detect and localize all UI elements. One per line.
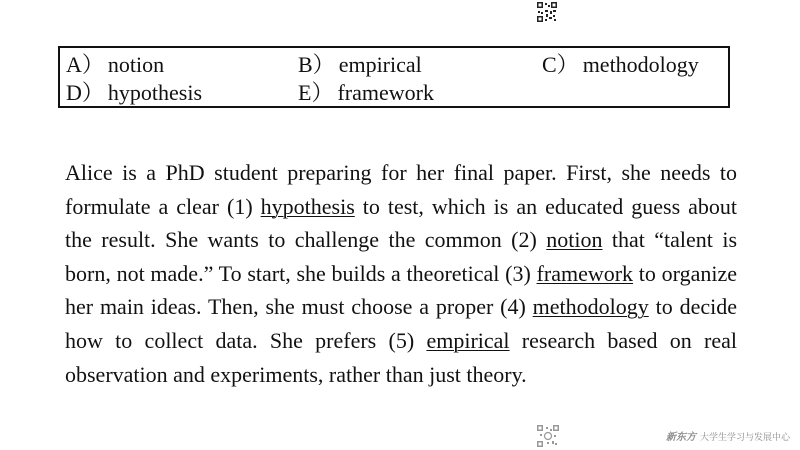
- option-letter: B）: [298, 52, 335, 77]
- passage-text: [65, 156, 737, 391]
- passage-segment: Alice is a PhD student preparing for her final paper. First, she needs to formulate a clear (1): [65, 160, 737, 219]
- blank-answer-5: empirical: [426, 327, 510, 353]
- center-name: 大学生学习与发展中心: [700, 433, 791, 443]
- option-letter: A）: [66, 52, 104, 77]
- option-word: framework: [337, 80, 434, 105]
- option-letter: E）: [298, 80, 334, 105]
- blank-answer-3: framework: [536, 260, 634, 286]
- option-letter: C）: [542, 52, 579, 77]
- option-c: [542, 52, 699, 78]
- passage-segment: to organize her main ideas. Then, she must choose a proper (4): [65, 260, 737, 320]
- option-a: [66, 52, 164, 78]
- wechat-qr-icon: [537, 425, 559, 447]
- option-d: [66, 80, 202, 106]
- word-bank-box: [58, 46, 730, 108]
- option-b: [298, 52, 422, 78]
- blank-answer-4: methodology: [532, 294, 649, 320]
- blank-answer-1: hypothesis: [260, 193, 355, 219]
- qr-code-icon: [537, 2, 557, 22]
- blank-answer-2: notion: [546, 227, 603, 253]
- option-letter: D）: [66, 80, 104, 105]
- option-word: notion: [107, 52, 165, 77]
- passage-segment: to test, which is an educated guess about the result. She wants to challenge the common (2): [65, 193, 737, 253]
- option-word: methodology: [582, 52, 699, 77]
- footer-logo: [666, 428, 790, 443]
- passage-segment: that “talent is born, not made.” To start, she builds a theoretical (3): [65, 227, 738, 286]
- passage-segment: to decide how to collect data. She prefers (5): [65, 294, 737, 353]
- brand-logo-text: 新东方: [666, 432, 696, 443]
- option-word: hypothesis: [107, 80, 203, 105]
- option-word: empirical: [338, 52, 422, 77]
- option-e: [298, 80, 434, 106]
- passage-segment: research based on real observation and experiments, rather than just theory.: [65, 327, 737, 387]
